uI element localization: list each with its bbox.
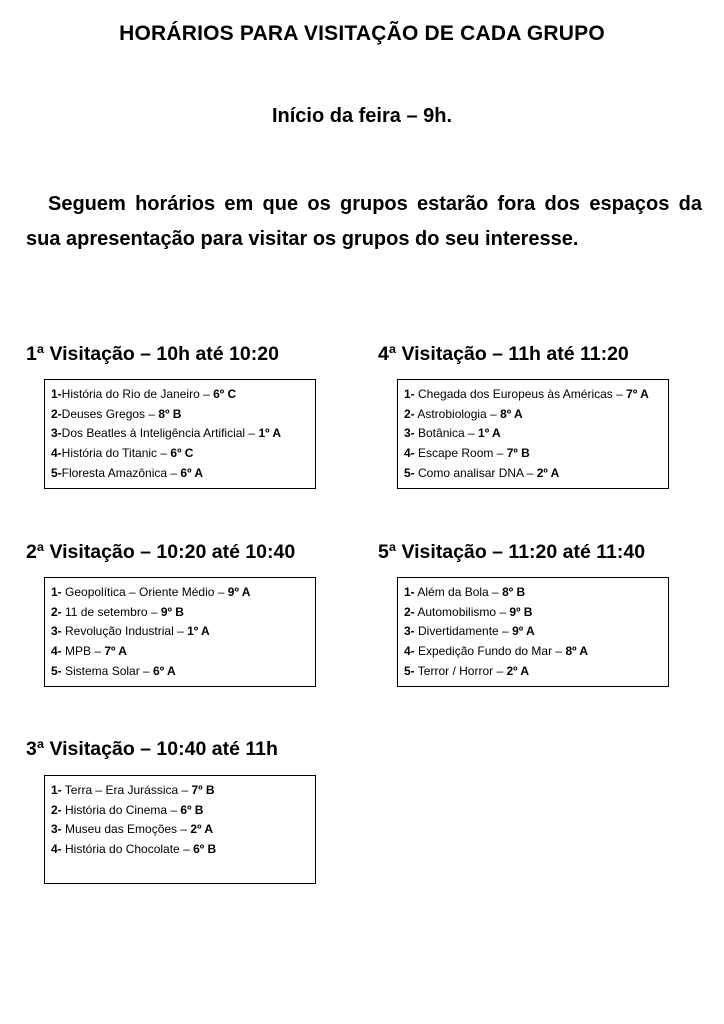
list-item (51, 385, 309, 405)
item-topic: Botânica – (414, 426, 479, 441)
item-class-group: 9º B (160, 604, 184, 619)
item-number: 3- (51, 426, 62, 441)
list-item (404, 642, 662, 662)
item-number: 1- (51, 585, 62, 599)
item-topic: Como analisar DNA – (414, 465, 537, 480)
list-item (404, 464, 662, 484)
visit-5-list (397, 577, 669, 687)
visit-3-heading: 3ª Visitação – 10:40 até 11h (26, 738, 278, 760)
list-item (404, 385, 662, 405)
item-class-group: 6º A (180, 465, 204, 480)
item-number: 2- (51, 604, 62, 619)
item-topic: História do Rio de Janeiro – (61, 387, 214, 401)
list-item (51, 583, 309, 603)
item-class-group: 7º A (626, 387, 649, 401)
item-class-group: 6º B (180, 802, 204, 817)
page-title: HORÁRIOS PARA VISITAÇÃO DE CADA GRUPO (119, 22, 605, 45)
item-class-group: 6º A (153, 663, 176, 678)
item-number: 5- (51, 663, 62, 678)
item-number: 4- (51, 644, 62, 659)
item-class-group: 9º A (227, 585, 251, 599)
list-item (51, 405, 309, 425)
item-topic: Astrobiologia – (414, 406, 501, 421)
list-item (404, 662, 662, 682)
visit-4-heading: 4ª Visitação – 11h até 11:20 (378, 343, 629, 365)
list-item (51, 464, 309, 484)
item-number: 4- (404, 446, 415, 461)
list-item (404, 405, 662, 425)
item-topic: Revolução Industrial – (61, 624, 188, 639)
item-class-group: 2º A (190, 822, 214, 837)
list-item (51, 424, 309, 444)
item-topic: MPB – (61, 644, 105, 659)
item-class-group: 1º A (187, 624, 210, 639)
item-class-group: 7º B (191, 783, 215, 797)
item-class-group: 9º B (509, 604, 533, 619)
item-topic: Além da Bola – (414, 585, 503, 599)
item-number: 1- (51, 387, 62, 401)
item-class-group: 7º A (104, 644, 127, 659)
visit-3-list (44, 775, 316, 884)
list-item (51, 781, 309, 801)
visit-1-heading: 1ª Visitação – 10h até 10:20 (26, 343, 279, 365)
item-topic: Floresta Amazônica – (61, 465, 181, 480)
visit-1-list (44, 379, 316, 489)
item-class-group: 8º A (565, 644, 589, 659)
list-item (51, 642, 309, 662)
item-number: 5- (404, 465, 415, 480)
item-number: 2- (51, 802, 62, 817)
item-class-group: 6º C (213, 387, 237, 401)
list-item (404, 622, 662, 642)
item-number: 4- (404, 644, 415, 659)
visit-2-heading: 2ª Visitação – 10:20 até 10:40 (26, 541, 296, 563)
item-class-group: 6º B (193, 842, 217, 857)
list-item (51, 622, 309, 642)
item-number: 2- (404, 406, 415, 421)
visit-2-list (44, 577, 316, 687)
item-topic: Deuses Gregos – (61, 406, 159, 421)
visit-5-heading: 5ª Visitação – 11:20 até 11:40 (378, 541, 646, 563)
item-topic: Escape Room – (414, 446, 507, 461)
list-item (51, 603, 309, 623)
item-topic: Dos Beatles à Inteligência Artificial – (61, 426, 259, 441)
item-number: 4- (51, 446, 62, 461)
item-class-group: 8º A (500, 406, 523, 421)
item-number: 3- (404, 426, 415, 441)
item-class-group: 1º A (478, 426, 501, 441)
item-class-group: 9º A (512, 624, 535, 639)
list-item (404, 583, 662, 603)
item-topic: História do Cinema – (61, 802, 181, 817)
item-number: 5- (51, 465, 62, 480)
fair-start-time: Início da feira – 9h. (271, 105, 453, 127)
item-topic: Sistema Solar – (61, 663, 154, 678)
item-class-group: 7º B (506, 446, 530, 461)
item-number: 1- (404, 387, 415, 401)
item-class-group: 6º C (170, 446, 194, 461)
item-topic: Museu das Emoções – (61, 822, 191, 837)
item-class-group: 8º B (158, 406, 182, 421)
list-item (404, 424, 662, 444)
list-item (51, 801, 309, 821)
list-item (51, 444, 309, 464)
item-number: 2- (51, 406, 62, 421)
item-number: 1- (51, 783, 62, 797)
visit-4-list (397, 379, 669, 489)
item-number: 1- (404, 585, 415, 599)
item-topic: 11 de setembro – (61, 604, 161, 619)
list-item (404, 444, 662, 464)
list-item (51, 820, 309, 840)
item-number: 2- (404, 604, 415, 619)
item-class-group: 1º A (258, 426, 282, 441)
item-number: 3- (51, 624, 62, 639)
item-topic: Chegada dos Europeus às Américas – (414, 387, 627, 401)
item-number: 3- (404, 624, 415, 639)
item-topic: Terror / Horror – (414, 663, 507, 678)
item-topic: Geopolítica – Oriente Médio – (61, 585, 228, 599)
item-topic: Automobilismo – (414, 604, 510, 619)
list-item (51, 840, 309, 860)
item-class-group: 2º A (536, 465, 560, 480)
item-topic: Expedição Fundo do Mar – (414, 644, 566, 659)
item-topic: História do Titanic – (61, 446, 171, 461)
item-topic: Divertidamente – (414, 624, 513, 639)
item-class-group: 2º A (506, 663, 530, 678)
item-number: 5- (404, 663, 415, 678)
item-number: 3- (51, 822, 62, 837)
item-class-group: 8º B (502, 585, 526, 599)
list-item (51, 662, 309, 682)
item-topic: História do Chocolate – (61, 842, 194, 857)
list-item (404, 603, 662, 623)
intro-paragraph: Seguem horários em que os grupos estarão fora dos espaços da sua apresentação para visitar os grupos do seu interesse. (26, 193, 702, 250)
item-topic: Terra – Era Jurássica – (61, 783, 192, 797)
item-number: 4- (51, 842, 62, 857)
